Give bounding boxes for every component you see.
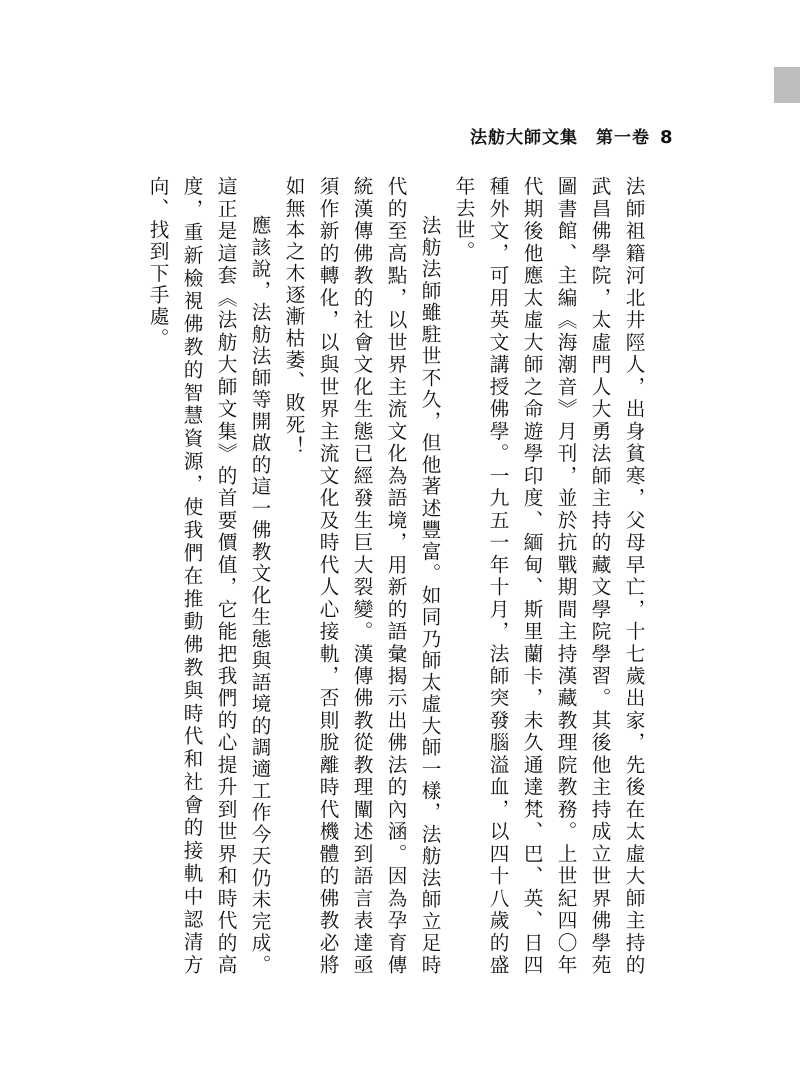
book-title: 法舫大師文集 第一卷	[470, 128, 650, 148]
paragraph-3: 應該說，法舫法師等開啟的這一佛教文化生態與語境的調適工作今天仍未完成。這正是這套《法舫大師文集》的首要價值，它能把我們的心提升到世界和時代的高度，重新檢視佛教的智慧資源，使我們在推動佛教與時代和社會的接軌中認清方向、找到下手處。	[146, 176, 271, 976]
paragraph-2: 法舫法師雖駐世不久，但他著述豐富。如同乃師太虛大師一樣，法舫法師立足時代的至高點，以世界主流文化為語境，用新的語彙揭示出佛法的內涵。因為孕育傳統漢傳佛教的社會文化生態已經發生巨大裂變。漢傳佛教從教理闡述到語言表達亟須作新的轉化，以與世界主流文化及時代人心接軌，否則脫離時代機體的佛教必將如無本之木逐漸枯萎、敗死！	[282, 176, 441, 976]
running-header	[470, 123, 674, 148]
paragraph-1: 法師祖籍河北井陘人，出身貧寒，父母早亡，十七歲出家，先後在太虛大師主持的武昌佛學院，太虛門人大勇法師主持的藏文學院學習。其後他主持成立世界佛學苑圖書館、主編《海潮音》月刊，並於抗戰期間主持漢藏教理院教務。上世紀四〇年代期後他應太虛大師之命遊學印度、緬甸、斯里蘭卡，未久通達梵、巴、英、日四種外文，可用英文講授佛學。一九五一年十月，法師突發腦溢血，以四十八歲的盛年去世。	[452, 176, 645, 976]
page-number: 8	[660, 127, 674, 148]
page-edge-tab	[774, 67, 800, 103]
vertical-body-text	[146, 176, 650, 976]
